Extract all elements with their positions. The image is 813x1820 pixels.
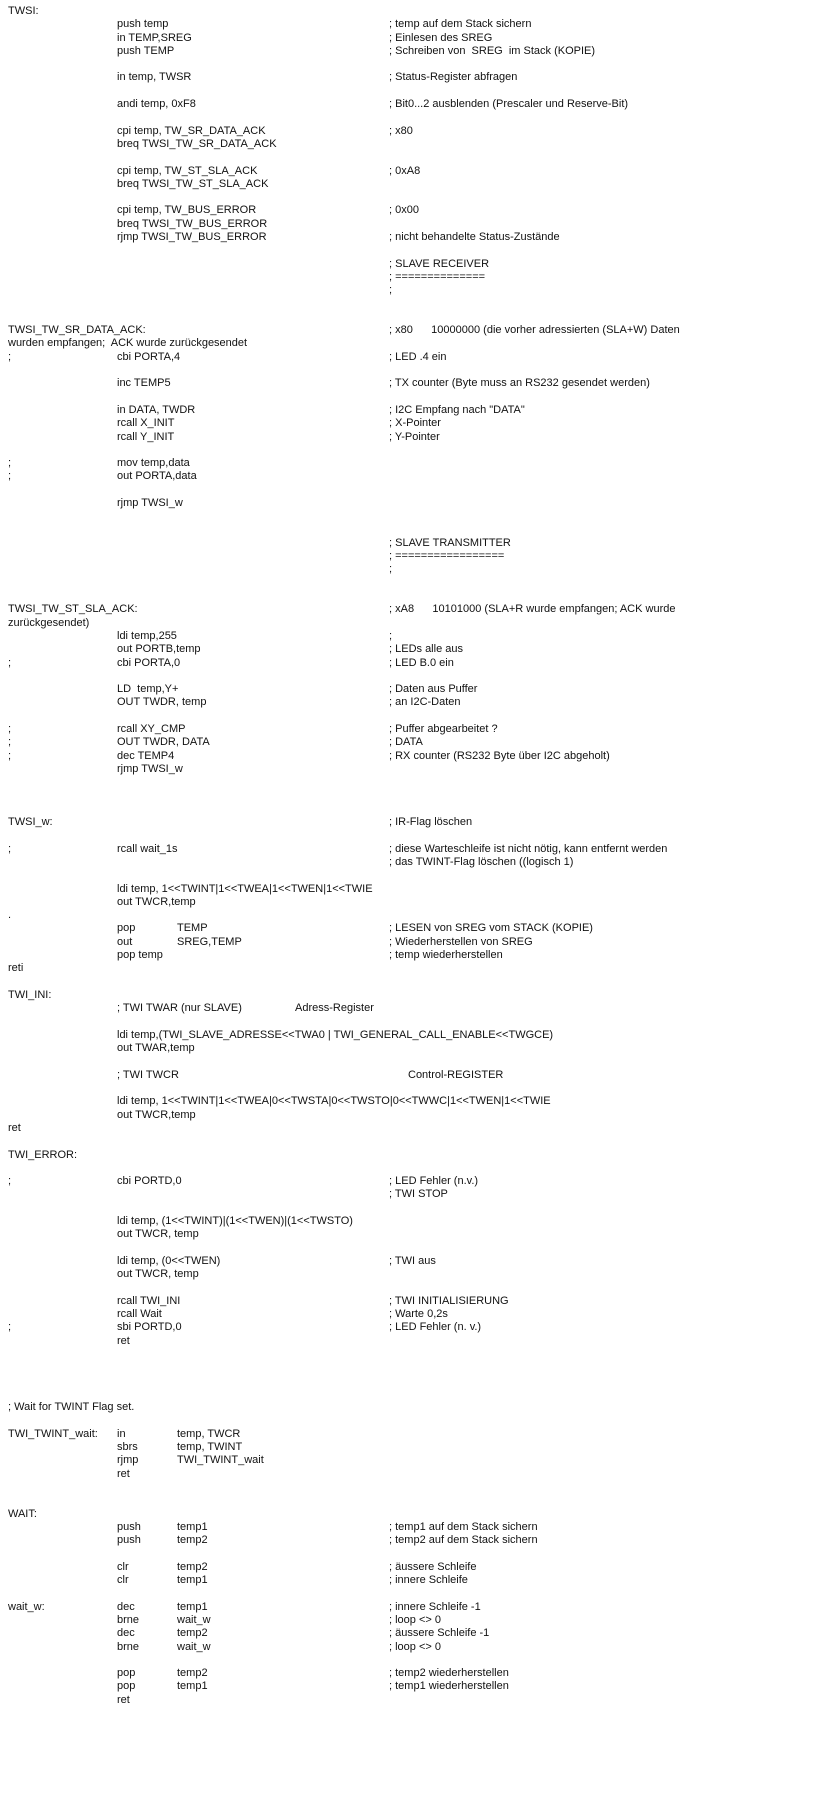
label-text: ;	[8, 736, 12, 749]
code-line	[0, 1375, 813, 1388]
label-text: TWSI_w:	[8, 816, 53, 829]
code-line	[0, 563, 813, 576]
operand-text: temp1	[177, 1520, 208, 1533]
code-line	[0, 524, 813, 537]
code-line	[0, 1441, 813, 1454]
code-line	[0, 1002, 813, 1015]
code-line	[0, 1428, 813, 1441]
code-line	[0, 1029, 813, 1042]
instruction-text: in	[117, 1427, 126, 1440]
comment-text: ; I2C Empfang nach "DATA"	[389, 403, 525, 416]
label-text: zurückgesendet)	[8, 616, 90, 629]
code-line	[0, 1587, 813, 1600]
instruction-text: breq TWSI_TW_SR_DATA_ACK	[117, 137, 277, 150]
comment-text: ; 0x00	[389, 204, 419, 217]
code-line	[0, 670, 813, 683]
instruction-text: out TWCR, temp	[117, 1228, 199, 1241]
code-line	[0, 45, 813, 58]
code-line	[0, 936, 813, 949]
comment-text: ; LEDs alle aus	[389, 643, 463, 656]
code-line	[0, 1188, 813, 1201]
label-text: ;	[8, 350, 12, 363]
comment-text: ;	[389, 629, 393, 642]
label-text: TWSI_TW_SR_DATA_ACK:	[8, 324, 146, 337]
code-line	[0, 577, 813, 590]
comment-text: ; IR-Flag löschen	[389, 816, 473, 829]
instruction-text: andi temp, 0xF8	[117, 98, 196, 111]
code-line	[0, 590, 813, 603]
instruction-text: out	[117, 935, 133, 948]
code-line	[0, 417, 813, 430]
comment-text: ; temp1 auf dem Stack sichern	[389, 1520, 538, 1533]
code-line	[0, 1175, 813, 1188]
instruction-text: pop	[117, 922, 136, 935]
aligned-note-text: Control-REGISTER	[408, 1068, 504, 1081]
instruction-text: ret	[117, 1334, 130, 1347]
operand-text: temp1	[177, 1680, 208, 1693]
comment-text: ; loop <> 0	[389, 1613, 441, 1626]
comment-text: ; x80	[389, 124, 413, 137]
comment-text: ; diese Warteschleife ist nicht nötig, kann entfernt werden	[389, 842, 668, 855]
code-line	[0, 1202, 813, 1215]
code-line	[0, 1654, 813, 1667]
code-line	[0, 18, 813, 31]
code-line	[0, 298, 813, 311]
code-line	[0, 1242, 813, 1255]
code-line	[0, 1055, 813, 1068]
label-text: TWSI:	[8, 5, 39, 17]
comment-text: ; SLAVE RECEIVER	[389, 257, 490, 270]
code-line	[0, 1361, 813, 1374]
operand-text: temp2	[177, 1667, 208, 1680]
instruction-text: out PORTB,temp	[117, 643, 201, 656]
label-text: WAIT:	[8, 1507, 37, 1520]
comment-text: ; das TWINT-Flag löschen ((logisch 1)	[389, 856, 574, 868]
comment-text: ; an I2C-Daten	[389, 696, 461, 709]
code-line	[0, 404, 813, 417]
comment-text: ; TWI aus	[389, 1254, 436, 1267]
instruction-text: in temp, TWSR	[117, 71, 192, 84]
instruction-text: breq TWSI_TW_BUS_ERROR	[117, 217, 268, 230]
instruction-text: out PORTA,data	[117, 470, 197, 483]
operand-text: SREG,TEMP	[177, 935, 242, 948]
code-line	[0, 98, 813, 111]
instruction-text: rjmp	[117, 1454, 139, 1467]
instruction-text: ret	[117, 1467, 130, 1480]
comment-text: ; ==============	[389, 270, 486, 283]
code-line	[0, 1454, 813, 1467]
comment-text: ; Daten aus Puffer	[389, 683, 478, 696]
code-line	[0, 976, 813, 989]
label-text: TWI_ERROR:	[8, 1148, 78, 1161]
code-line	[0, 816, 813, 829]
instruction-text: dec	[117, 1600, 135, 1613]
instruction-text: pop	[117, 1667, 136, 1680]
comment-text: ; LESEN von SREG vom STACK (KOPIE)	[389, 922, 593, 935]
instruction-text: cpi temp, TW_SR_DATA_ACK	[117, 124, 266, 137]
operand-text: TWI_TWINT_wait	[177, 1454, 264, 1467]
code-line	[0, 497, 813, 510]
code-line	[0, 1348, 813, 1361]
comment-text: ; temp1 wiederherstellen	[389, 1680, 509, 1693]
operand-text: wait_w	[177, 1640, 211, 1653]
code-line	[0, 58, 813, 71]
comment-text: ; innere Schleife	[389, 1574, 468, 1587]
code-line	[0, 630, 813, 643]
code-line	[0, 1521, 813, 1534]
instruction-text: cpi temp, TW_BUS_ERROR	[117, 204, 257, 217]
code-line	[0, 1268, 813, 1281]
comment-text: ; äussere Schleife	[389, 1560, 477, 1573]
comment-text: ; LED Fehler (n. v.)	[389, 1321, 482, 1334]
code-line	[0, 1228, 813, 1241]
instruction-text: OUT TWDR, temp	[117, 696, 207, 709]
instruction-text: ldi temp,255	[117, 629, 177, 642]
code-line	[0, 1680, 813, 1693]
operand-text: temp1	[177, 1600, 208, 1613]
code-line	[0, 617, 813, 630]
code-line	[0, 510, 813, 523]
code-line	[0, 723, 813, 736]
instruction-text: in DATA, TWDR	[117, 403, 196, 416]
label-text: ;	[8, 656, 12, 669]
instruction-text: brne	[117, 1640, 140, 1653]
comment-text: ; SLAVE TRANSMITTER	[389, 536, 511, 549]
comment-text: ; x80 10000000 (die vorher adressierten (SLA+W) Daten	[389, 324, 680, 337]
code-line	[0, 1481, 813, 1494]
code-line	[0, 1401, 813, 1414]
instruction-text: dec TEMP4	[117, 749, 175, 762]
comment-text: ; X-Pointer	[389, 417, 441, 430]
comment-text: ; temp2 wiederherstellen	[389, 1667, 509, 1680]
instruction-text: push temp	[117, 18, 169, 31]
instruction-text: rjmp TWSI_TW_BUS_ERROR	[117, 231, 267, 244]
code-line	[0, 909, 813, 922]
comment-text: ; temp2 auf dem Stack sichern	[389, 1534, 538, 1547]
code-line	[0, 550, 813, 563]
code-line	[0, 696, 813, 709]
code-line	[0, 763, 813, 776]
code-line	[0, 856, 813, 869]
code-line	[0, 537, 813, 550]
code-line	[0, 1561, 813, 1574]
code-line	[0, 377, 813, 390]
label-text: TWI_INI:	[8, 988, 52, 1001]
code-line	[0, 643, 813, 656]
code-line	[0, 271, 813, 284]
code-line	[0, 138, 813, 151]
code-line	[0, 444, 813, 457]
code-line	[0, 1641, 813, 1654]
label-text: ;	[8, 457, 12, 470]
comment-text: ; temp wiederherstellen	[389, 949, 503, 962]
comment-text: ; Wiederherstellen von SREG	[389, 935, 533, 948]
instruction-text: rcall X_INIT	[117, 417, 175, 430]
code-line	[0, 1109, 813, 1122]
code-line	[0, 710, 813, 723]
code-line	[0, 324, 813, 337]
instruction-text: push	[117, 1534, 141, 1547]
instruction-text: rcall Wait	[117, 1308, 162, 1321]
code-line	[0, 896, 813, 909]
operand-text: wait_w	[177, 1613, 211, 1626]
code-line	[0, 111, 813, 124]
comment-text: ; Schreiben von SREG im Stack (KOPIE)	[389, 44, 596, 57]
code-line	[0, 258, 813, 271]
operand-text: temp2	[177, 1560, 208, 1573]
code-line	[0, 151, 813, 164]
instruction-text: ldi temp, 1<<TWINT|1<<TWEA|0<<TWSTA|0<<TWSTO|0<<TWWC|1<<TWEN|1<<TWIE	[117, 1095, 551, 1108]
code-line	[0, 603, 813, 616]
code-line	[0, 1468, 813, 1481]
comment-text: ; 0xA8	[389, 164, 421, 177]
code-line	[0, 284, 813, 297]
comment-text: ; RX counter (RS232 Byte über I2C abgeholt)	[389, 749, 610, 762]
instruction-text: ; TWI TWAR (nur SLAVE)	[117, 1002, 242, 1015]
code-line	[0, 883, 813, 896]
label-text: ;	[8, 1321, 12, 1334]
instruction-text: rcall TWI_INI	[117, 1294, 181, 1307]
instruction-text: push	[117, 1520, 141, 1533]
instruction-text: dec	[117, 1627, 135, 1640]
code-line	[0, 736, 813, 749]
code-line	[0, 178, 813, 191]
comment-text: ; TWI INITIALISIERUNG	[389, 1294, 509, 1307]
code-line	[0, 165, 813, 178]
comment-text: ; TWI STOP	[389, 1188, 448, 1201]
label-text: wurden empfangen; ACK wurde zurückgesendet	[8, 337, 248, 350]
label-text: ;	[8, 470, 12, 483]
code-line	[0, 776, 813, 789]
code-line	[0, 32, 813, 45]
instruction-text: cbi PORTA,0	[117, 656, 181, 669]
code-line	[0, 351, 813, 364]
code-line	[0, 231, 813, 244]
code-line	[0, 1082, 813, 1095]
code-line	[0, 1122, 813, 1135]
code-line	[0, 1095, 813, 1108]
code-line	[0, 457, 813, 470]
instruction-text: out TWCR,temp	[117, 1108, 196, 1121]
code-line	[0, 790, 813, 803]
comment-text: ; LED Fehler (n.v.)	[389, 1175, 479, 1188]
code-line	[0, 1135, 813, 1148]
label-text: .	[8, 909, 12, 922]
comment-text: ; äussere Schleife -1	[389, 1627, 490, 1640]
aligned-note-text: Adress-Register	[295, 1002, 374, 1015]
code-line	[0, 922, 813, 935]
comment-text: ; Y-Pointer	[389, 430, 440, 443]
instruction-text: pop temp	[117, 949, 163, 962]
label-text: ;	[8, 1175, 12, 1188]
code-line	[0, 125, 813, 138]
code-line	[0, 1414, 813, 1427]
instruction-text: rcall XY_CMP	[117, 723, 186, 736]
operand-text: temp2	[177, 1534, 208, 1547]
comment-text: ;	[389, 563, 393, 576]
code-line	[0, 244, 813, 257]
instruction-text: ldi temp,(TWI_SLAVE_ADRESSE<<TWA0 | TWI_GENERAL_CALL_ENABLE<<TWGCE)	[117, 1028, 554, 1041]
code-line	[0, 1547, 813, 1560]
code-line	[0, 1508, 813, 1521]
code-line	[0, 657, 813, 670]
comment-text: ; innere Schleife -1	[389, 1600, 481, 1613]
code-line	[0, 1627, 813, 1640]
comment-text: ; LED .4 ein	[389, 350, 447, 363]
code-line	[0, 1388, 813, 1401]
code-line	[0, 1255, 813, 1268]
instruction-text: cbi PORTA,4	[117, 350, 181, 363]
comment-text: ; Puffer abgearbeitet ?	[389, 723, 498, 736]
comment-text: ; Status-Register abfragen	[389, 71, 518, 84]
instruction-text: cbi PORTD,0	[117, 1175, 182, 1188]
instruction-text: push TEMP	[117, 44, 175, 57]
code-line	[0, 484, 813, 497]
label-text: ;	[8, 723, 12, 736]
code-line	[0, 1494, 813, 1507]
instruction-text: rjmp TWSI_w	[117, 762, 183, 775]
label-text: TWI_TWINT_wait:	[8, 1427, 98, 1440]
instruction-text: LD temp,Y+	[117, 683, 179, 696]
code-line	[0, 1335, 813, 1348]
comment-text: ; loop <> 0	[389, 1640, 441, 1653]
instruction-text: clr	[117, 1560, 129, 1573]
code-line	[0, 869, 813, 882]
code-line	[0, 1694, 813, 1707]
code-line	[0, 85, 813, 98]
comment-text: ; LED B.0 ein	[389, 656, 454, 669]
instruction-text: inc TEMP5	[117, 377, 171, 390]
instruction-text: OUT TWDR, DATA	[117, 736, 210, 749]
code-line	[0, 204, 813, 217]
code-line	[0, 829, 813, 842]
code-line	[0, 750, 813, 763]
operand-text: TEMP	[177, 922, 208, 935]
code-line	[0, 1016, 813, 1029]
operand-text: temp, TWCR	[177, 1427, 241, 1440]
instruction-text: rcall Y_INIT	[117, 430, 175, 443]
instruction-text: rjmp TWSI_w	[117, 496, 183, 509]
instruction-text: out TWCR, temp	[117, 1268, 199, 1281]
code-line	[0, 391, 813, 404]
code-line	[0, 470, 813, 483]
code-line	[0, 431, 813, 444]
code-line	[0, 1667, 813, 1680]
instruction-text: clr	[117, 1574, 129, 1587]
comment-text: ; =================	[389, 550, 505, 563]
instruction-text: mov temp,data	[117, 457, 190, 470]
instruction-text: cpi temp, TW_ST_SLA_ACK	[117, 164, 258, 177]
code-line	[0, 191, 813, 204]
comment-text: ; Bit0...2 ausblenden (Prescaler und Reserve-Bit)	[389, 98, 629, 111]
instruction-text: ldi temp, (0<<TWEN)	[117, 1254, 221, 1267]
comment-text: ; DATA	[389, 736, 423, 749]
code-line	[0, 683, 813, 696]
instruction-text: brne	[117, 1613, 140, 1626]
code-line	[0, 337, 813, 350]
code-line	[0, 1215, 813, 1228]
label-text: ;	[8, 749, 12, 762]
operand-text: temp2	[177, 1627, 208, 1640]
code-line	[0, 989, 813, 1002]
instruction-text: ; TWI TWCR	[117, 1068, 179, 1081]
code-line	[0, 1574, 813, 1587]
code-line	[0, 1069, 813, 1082]
label-text: ;	[8, 842, 12, 855]
instruction-text: ldi temp, 1<<TWINT|1<<TWEA|1<<TWEN|1<<TWIE	[117, 882, 373, 895]
label-text: ; Wait for TWINT Flag set.	[8, 1401, 135, 1414]
code-line	[0, 1534, 813, 1547]
comment-text: ; Einlesen des SREG	[389, 31, 493, 44]
comment-text: ; nicht behandelte Status-Zustände	[389, 231, 560, 244]
instruction-text: out TWAR,temp	[117, 1042, 195, 1055]
instruction-text: ldi temp, (1<<TWINT)|(1<<TWEN)|(1<<TWSTO)	[117, 1215, 353, 1228]
comment-text: ; xA8 10101000 (SLA+R wurde empfangen; ACK wurde	[389, 603, 676, 616]
code-line	[0, 1614, 813, 1627]
instruction-text: breq TWSI_TW_ST_SLA_ACK	[117, 177, 269, 190]
operand-text: temp, TWINT	[177, 1441, 243, 1454]
code-line	[0, 364, 813, 377]
instruction-text: out TWCR,temp	[117, 895, 196, 908]
code-line	[0, 1601, 813, 1614]
code-line	[0, 843, 813, 856]
code-line	[0, 311, 813, 324]
label-text: ret	[8, 1121, 21, 1134]
label-text: wait_w:	[8, 1600, 45, 1613]
label-text: TWSI_TW_ST_SLA_ACK:	[8, 603, 138, 616]
comment-text: ; Warte 0,2s	[389, 1308, 448, 1321]
instruction-text: rcall wait_1s	[117, 842, 178, 855]
code-line	[0, 1321, 813, 1334]
comment-text: ;	[389, 284, 393, 297]
code-line	[0, 1308, 813, 1321]
instruction-text: ret	[117, 1693, 130, 1706]
comment-text: ; temp auf dem Stack sichern	[389, 18, 532, 31]
operand-text: temp1	[177, 1574, 208, 1587]
code-line	[0, 949, 813, 962]
code-listing	[0, 5, 813, 1707]
instruction-text: in TEMP,SREG	[117, 31, 192, 44]
code-line	[0, 71, 813, 84]
code-line	[0, 962, 813, 975]
label-text: reti	[8, 962, 24, 975]
comment-text: ; TX counter (Byte muss an RS232 gesendet werden)	[389, 377, 650, 390]
code-line	[0, 218, 813, 231]
code-line	[0, 5, 813, 18]
code-line	[0, 1282, 813, 1295]
instruction-text: sbrs	[117, 1441, 138, 1454]
code-line	[0, 803, 813, 816]
instruction-text: pop	[117, 1680, 136, 1693]
code-line	[0, 1162, 813, 1175]
code-line	[0, 1295, 813, 1308]
code-line	[0, 1149, 813, 1162]
instruction-text: sbi PORTD,0	[117, 1321, 182, 1334]
code-line	[0, 1042, 813, 1055]
